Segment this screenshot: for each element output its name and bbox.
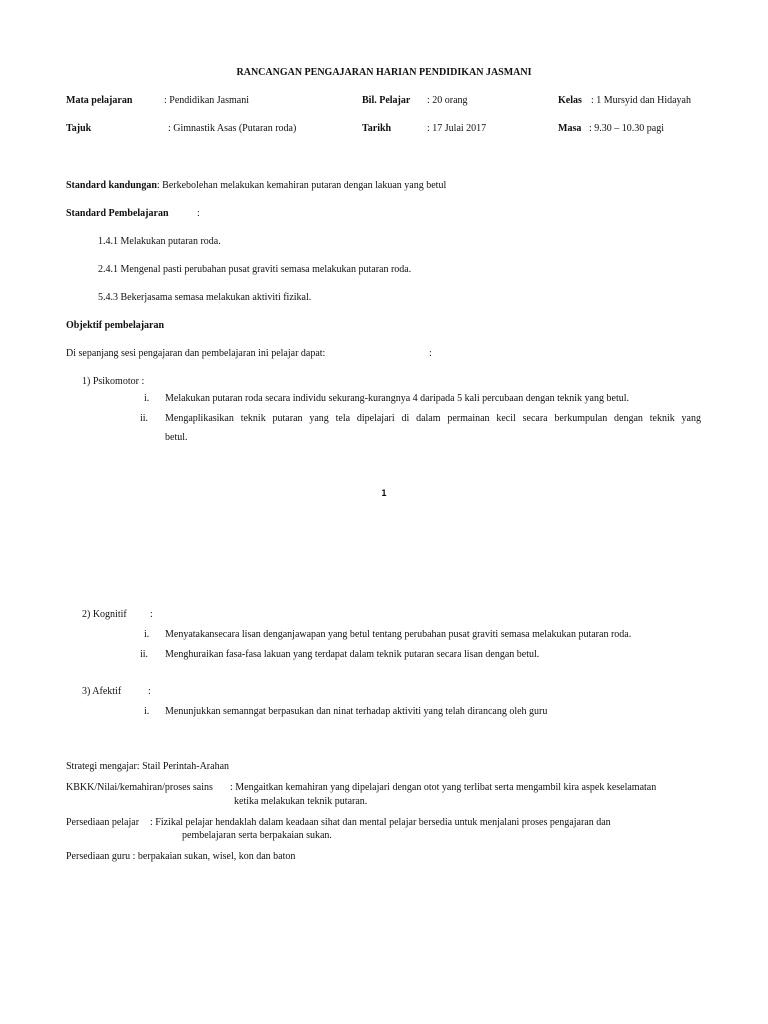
kognitif-num: ii.: [140, 649, 149, 660]
standard-kandungan-value: : Berkebolehan melakukan kemahiran putaran dengan lakuan yang betul: [156, 180, 447, 191]
tajuk-label: Tajuk: [66, 123, 92, 134]
strategi-mengajar: Strategi mengajar: Stail Perintah-Arahan: [66, 761, 230, 772]
psikomotor-item: Melakukan putaran roda secara individu sekurang-kurangnya 4 daripada 5 kali percubaan dengan teknik yang betul.: [165, 393, 629, 404]
psikomotor-num: ii.: [140, 413, 149, 424]
persediaan-guru: Persediaan guru : berpakaian sukan, wisel, kon dan baton: [66, 851, 296, 862]
psikomotor-item: Mengaplikasikan teknik putaran yang tela dipelajari di dalam permainan kecil secara berkumpulan dengan teknik yang: [165, 413, 701, 424]
standard-kandungan: [66, 179, 446, 192]
kbkk-line1: : Mengaitkan kemahiran yang dipelajari dengan otot yang terlibat serta mengambil kira aspek keselamatan: [230, 782, 657, 793]
tarikh-value: : 17 Julai 2017: [427, 123, 487, 134]
bil-pelajar-label: Bil. Pelajar: [362, 95, 411, 106]
kognitif-item: Menghuraikan fasa-fasa lakuan yang terdapat dalam teknik putaran secara lisan dengan betul.: [165, 649, 540, 660]
kognitif-label: 2) Kognitif: [82, 609, 127, 620]
masa-label: Masa: [558, 123, 582, 134]
sp-item: 1.4.1 Melakukan putaran roda.: [98, 236, 221, 247]
psikomotor-label: 1) Psikomotor :: [82, 376, 145, 387]
kbkk-line2: ketika melakukan teknik putaran.: [234, 796, 368, 807]
afektif-item: Menunjukkan semanngat berpasukan dan ninat terhadap aktiviti yang telah dirancang oleh guru: [165, 706, 548, 717]
tarikh-label: Tarikh: [362, 123, 392, 134]
masa-value: : 9.30 – 10.30 pagi: [589, 123, 664, 134]
objektif-intro-colon: :: [429, 348, 432, 359]
sp-item: 5.4.3 Bekerjasama semasa melakukan aktiviti fizikal.: [98, 292, 312, 303]
kelas-value: : 1 Mursyid dan Hidayah: [591, 95, 691, 106]
objektif-intro: Di sepanjang sesi pengajaran dan pembelajaran ini pelajar dapat:: [66, 348, 326, 359]
bil-pelajar-value: : 20 orang: [427, 95, 468, 106]
afektif-label: 3) Afektif: [82, 686, 122, 697]
kelas-label: Kelas: [558, 95, 582, 106]
standard-pembelajaran-label: Standard Pembelajaran: [66, 208, 169, 219]
persediaan-pelajar-line2: pembelajaran serta berpakaian sukan.: [182, 830, 332, 841]
kognitif-colon: :: [150, 609, 153, 620]
afektif-num: i.: [144, 706, 150, 717]
standard-kandungan-label: Standard kandungan: [66, 180, 157, 191]
afektif-colon: :: [148, 686, 151, 697]
persediaan-pelajar-label: Persediaan pelajar: [66, 817, 140, 828]
psikomotor-num: i.: [144, 393, 150, 404]
standard-pembelajaran-colon: :: [197, 208, 200, 219]
sp-item: 2.4.1 Mengenal pasti perubahan pusat graviti semasa melakukan putaran roda.: [98, 264, 412, 275]
objektif-heading: Objektif pembelajaran: [66, 320, 165, 331]
tajuk-value: : Gimnastik Asas (Putaran roda): [168, 123, 297, 134]
kbkk-label: KBKK/Nilai/kemahiran/proses sains: [66, 782, 213, 793]
persediaan-pelajar-line1: : Fizikal pelajar hendaklah dalam keadaan sihat dan mental pelajar bersedia untuk menjalani proses pengajaran dan: [150, 817, 611, 828]
mata-pelajaran-value: : Pendidikan Jasmani: [164, 95, 249, 106]
kognitif-num: i.: [144, 629, 150, 640]
kognitif-item: Menyatakansecara lisan denganjawapan yang betul tentang perubahan pusat graviti semasa melakukan putaran roda.: [165, 629, 632, 640]
psikomotor-item-cont: betul.: [165, 432, 188, 443]
page-number: 1: [381, 489, 387, 499]
document-title: RANCANGAN PENGAJARAN HARIAN PENDIDIKAN JASMANI: [236, 67, 532, 78]
mata-pelajaran-label: Mata pelajaran: [66, 95, 133, 106]
